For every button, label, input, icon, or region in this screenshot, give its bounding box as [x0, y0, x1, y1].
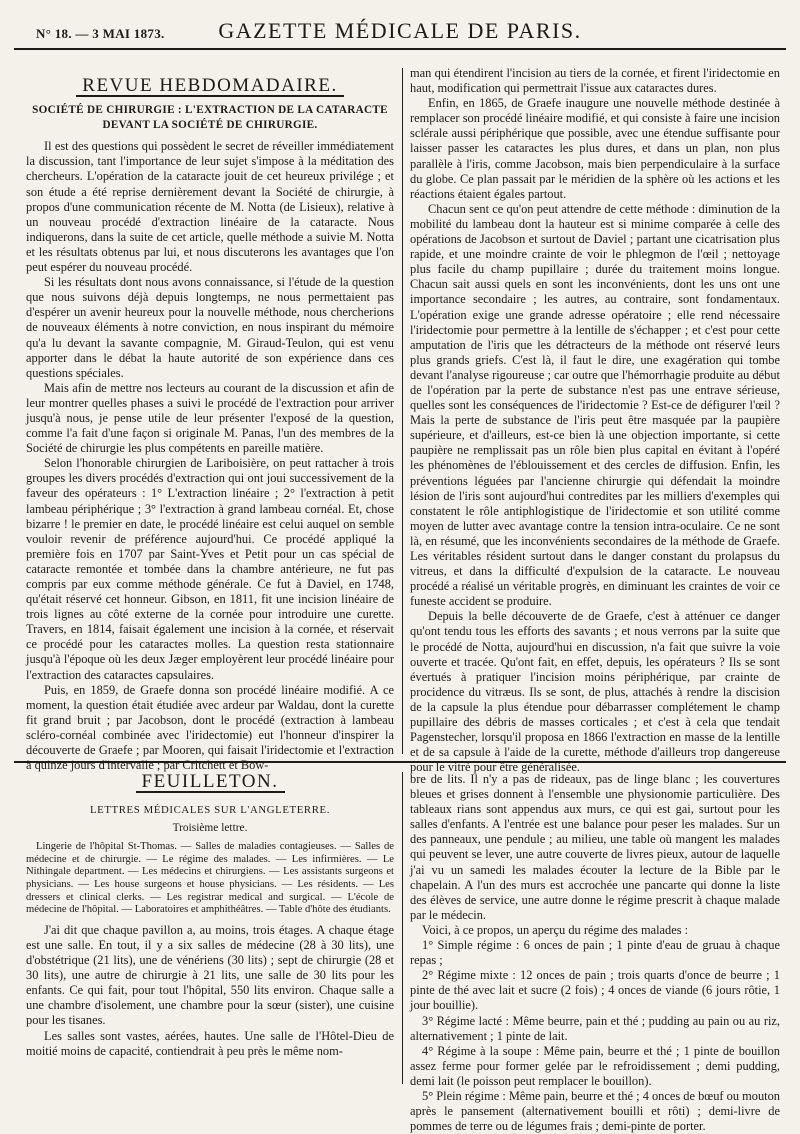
revue-paragraph: Enfin, en 1865, de Graefe inaugure une nouvelle méthode destinée à remplacer son procédé linéaire modifié, et qui consiste à faire une incision sclérale aussi périphérique que possible, avec une étendue suffisante pour laisser passer les cataractes les plus dures, et dans un plan, non plus parallèle à l'iris, comme Jacobson, mais bien perpendiculaire à la surface du globe. Ce plan passait par le méridien de la sphère où les actions et les réactions étaient égales partout. [410, 96, 780, 201]
revue-paragraph: Si les résultats dont nous avons connaissance, si l'étude de la question que nous suivons déjà depuis longtemps, ne nous permettaient pas d'espérer un avenir heureux pour la nouvelle méthode, nous chercherions de nouveaux éléments à notre conviction, en nous inspirant du mémoire qu'a lu devant la savante compagnie, M. Giraud-Teulon, qui est venu apporter dans le débat la haute autorité de son expérience dans ces questions spéciales. [26, 275, 394, 380]
revue-paragraph: Mais afin de mettre nos lecteurs au courant de la discussion et afin de leur montrer quelles phases a suivi le procédé de l'extraction pour arriver jusqu'à nous, je pense utile de leur présenter l'exposé de la question, comme l'a fait d'une façon si originale M. Panas, l'un des membres de la Société de chirurgie les plus compétents en pareille matière. [26, 380, 394, 456]
regime-item: 2° Régime mixte : 12 onces de pain ; trois quarts d'once de beurre ; 1 pinte de thé avec lait et sucre (2 fois) ; 4 onces de viande (6 jours rôtie, 1 jour bouillie). [410, 968, 780, 1013]
journal-title: GAZETTE MÉDICALE DE PARIS. [218, 18, 582, 43]
revue-paragraph: Chacun sent ce qu'on peut attendre de cette méthode : diminution de la mobilité du lambeau dont la hauteur est si minime comparée à celle des opérations de Jacobson et surtout de Daviel ; partant une cicatrisation plus rapide, et une moindre crainte de voir le phlegmon de l'œil ; nettoyage plus facile du champ pupillaire ; durée du traitement moins longue. Chacun sait aussi quels en sont les inconvénients, dont les uns ont une importance secondaire ; les autres, au contraire, sont fondamentaux. L'opération exige une grande adresse opératoire ; elle rend nécessaire l'iridectomie pour permettre à la lentille de s'échapper ; et c'est pour cette amputation de l'iris que les détracteurs de la méthode ont réservé leurs plus grands griefs. C'est là, il faut le dire, une exagération qui tombe devant l'analyse rigoureuse ; car outre que l'hémorrhagie produite au début de l'opération par la perte de substance n'est pas une entrave sérieuse, quelles sont les conséquences de l'iridectomie ? Est-ce de défigurer l'œil ? Mais la perte de substance de l'iris peut être masquée par la paupière supérieure, et d'ailleurs, est-ce bien là une objection importante, si cette paupière ne remplissait pas un rôle bien plus capital en évitant à l'opéré les phénomènes de l'éblouissement et des cercles de diffusion. Enfin, les préventions léguées par l'ancienne chirurgie qui défendait la moindre lésion de l'iris sont aujourd'hui contredites par les milliers d'exemples qui constatent le rôle antiphlogistique de l'iridectomie et son utilité comme moyen de lutter avec avantage contre la tension intra-oculaire. Ce ne sont là, en résumé, que les inconvénients secondaires de la méthode de Graefe. Les véritables résident surtout dans le danger constant du prolapsus du vitreus, et dans la difficulté d'expulsion de la cataracte. Le nouveau procédé a réalisé un véritable progrès, en diminuant les craintes de voir ce funeste accident se produire. [410, 201, 780, 609]
feuilleton-paragraph: Les salles sont vastes, aérées, hautes. Une salle de l'Hôtel-Dieu de moitié moins de capacité, contiendrait à peu près le même nom- [26, 1028, 394, 1058]
revue-left-column [26, 75, 394, 773]
feuilleton-left-column [26, 772, 394, 1084]
revue-paragraph: Il est des questions qui possèdent le secret de réveiller immédiatement la discussion, tant l'importance de leur sujet s'impose à la méditation des chercheurs. L'opération de la cataracte jouit de cet heureux privilége ; et son étude a été reprise dernièrement devant la Société de chirurgie, à propos d'une communication récente de M. Notta (de Lisieux), relative à un nouveau procédé d'extraction linéaire de la cataracte. Nous indiquerons, dans la suite de cet article, quelle méthode a suivie M. Notta et les résultats obtenus par lui, et nous discuterons les avantages que l'on peut espérer du nouveau procédé. [26, 139, 394, 275]
column-divider [402, 772, 403, 1084]
regime-item: 1° Simple régime : 6 onces de pain ; 1 pinte d'eau de gruau à chaque repas ; [410, 938, 780, 968]
column-divider [402, 68, 403, 754]
lettre-summary: Lingerie de l'hôpital St-Thomas. — Salles de maladies contagieuses. — Salles de médecine et de chirurgie. — Le régime des malades. — Les infirmières. — Le Nithingale department. — Les médecins et chirurgiens. — Les assistants surgeons et physicians. — Les house surgeons et house physicians. — Les résidents. — Les dressers et clinical clerks. — Les registrar medical and surgical. — L'école de médecine de l'hôpital. — Laboratoires et amphithéâtres. — Table d'hôte des étudiants. [26, 841, 394, 916]
issue-number-date: N° 18. — 3 MAI 1873. [36, 26, 165, 41]
revue-right-column [410, 66, 780, 775]
regime-item: 5° Plein régime : Même pain, beurre et thé ; 4 onces de bœuf ou mouton après le pansement (alternativement bouilli et rôti) ; demi-livre de pommes de terre ou de légumes frais ; demi-pinte de porter. [410, 1088, 780, 1134]
revue-paragraph: Depuis la belle découverte de de Graefe, c'est à atténuer ce danger qu'ont tendu tous les efforts des savants ; et nous verrons par la suite que le procédé de Notta, aujourd'hui en discussion, n'a fait que suivre la voie ouverte et tracée. Qu'ont fait, en effet, depuis, les opérateurs ? Ils se sont évertués à pratiquer l'incision moins périphérique, par crainte de procidence du vitræus. Ils se sont, de plus, attachés à rendre la discision de la capsule la plus étendue pour débarrasser complétement le champ pupillaire des débris de masses corticales ; et c'est à cela que tendait Pagenstecher, lorsqu'il proposa en 1866 l'extraction en masse de la lentille et de sa capsule à l'aide de la curette, méthode d'ailleurs trop dangereuse pour le vitré pour être généralisée. [410, 609, 780, 775]
feuilleton-paragraph: bre de lits. Il n'y a pas de rideaux, pas de linge blanc ; les couvertures bleues et grises donnent à l'ensemble une physionomie particulière. Des tableaux rians sont appendus aux murs, ce qui est gai, surtout pour les salles d'enfants. A l'entrée est une balance pour peser les malades. Sur un des panneaux, une pendule ; au milieu, une table où mangent les malades qui peuvent se lever, une autre couverte de livres pieux, autour de laquelle j'ai vu un samedi les malades écouter la lecture de la Bible par le chapelain. A l'un des murs est accrochée une pancarte qui donne la liste des élèves de service, une autre donne le régime prescrit à chaque malade par le médecin. [410, 772, 780, 922]
feuilleton-divider [14, 761, 786, 763]
revue-title: REVUE HEBDOMADAIRE. [26, 78, 394, 97]
revue-paragraph: Selon l'honorable chirurgien de Lariboisière, on peut rattacher à trois groupes les divers procédés d'extraction qui ont joui successivement de la faveur des opérateurs : 1° L'extraction linéaire ; 2° l'extraction à petit lambeau périphérique ; 3° l'extraction à grand lambeau cornéal. Et, chose bizarre ! le premier en date, le procédé linéaire est celui auquel on semble vouloir revenir de préférence aujourd'hui. Ce procédé appliqué la première fois en 1707 par Saint-Yves et Petit pour un cas spécial de cataracte remontée et tombée dans la chambre antérieure, ne fut pas compris par eux comme méthode générale. Ce fut à Daviel, en 1748, qu'était réservé cet honneur. Gibson, en 1811, fit une incision linéaire de trois lignes au côté externe de la cornée pour introduire une curette. Travers, en 1814, faisait également une incision à la cornée, et réservait ce procédé pour les cataractes molles. La question resta stationnaire jusqu'à l'époque où les deux Jæger employèrent leur procédé linéaire pour l'extraction des cataractes capsulaires. [26, 456, 394, 682]
lettres-heading: LETTRES MÉDICALES SUR L'ANGLETERRE. [89, 804, 331, 817]
revue-paragraph: man qui étendirent l'incision au tiers de la cornée, et firent l'iridectomie en haut, modification qui permettrait l'issue aux cataractes dures. [410, 66, 780, 96]
masthead [14, 14, 786, 50]
feuilleton-paragraph: Voici, à ce propos, un aperçu du régime des malades : [422, 922, 689, 937]
lettre-number: Troisième lettre. [172, 822, 248, 835]
feuilleton-paragraph: J'ai dit que chaque pavillon a, au moins, trois étages. A chaque étage est une salle. En tout, il y a six salles de médecine (28 à 30 lits), une d'obstétrique (21 lits), une de vénériens (30 lits) ; sept de chirurgie (28 et 30 lits), une autre de chirurgie à 21 lits, une salle de 30 lits pour les enfants. Ce qui fait, pour tout l'hôpital, 550 lits environ. Chaque salle a une chambre d'isolement, une chambre pour la sœur (sister), une cuisine pour les tisanes. [26, 922, 394, 1028]
revue-paragraph: Puis, en 1859, de Graefe donna son procédé linéaire modifié. A ce moment, la question était étudiée avec ardeur par Waldau, dont la curette fit grand bruit ; par Jacobson, dont le procédé (extraction à lambeau scléro-cornéal combinée avec l'iridectomie) eut l'honneur d'inspirer la découverte de Graefe ; par Mooren, qui faisait l'iridectomie et l'extraction à quinze jours d'intervalle ; par Critchett et Bow- [26, 682, 394, 773]
feuilleton-title: FEUILLETON. [26, 774, 394, 793]
revue-subhead: SOCIÉTÉ DE CHIRURGIE : L'EXTRACTION DE LA CATARACTE DEVANT LA SOCIÉTÉ DE CHIRURGIE. [32, 104, 388, 132]
regime-item: 4° Régime à la soupe : Même pain, beurre et thé ; 1 pinte de bouillon assez ferme pour former gelée par le refroidissement ; demi pudding, demi lait (le poisson peut remplacer le bouillon). [410, 1043, 780, 1088]
regime-item: 3° Régime lacté : Même beurre, pain et thé ; pudding au pain ou au riz, alternativement ; 1 pinte de lait. [410, 1013, 780, 1043]
feuilleton-right-column [410, 772, 780, 1134]
